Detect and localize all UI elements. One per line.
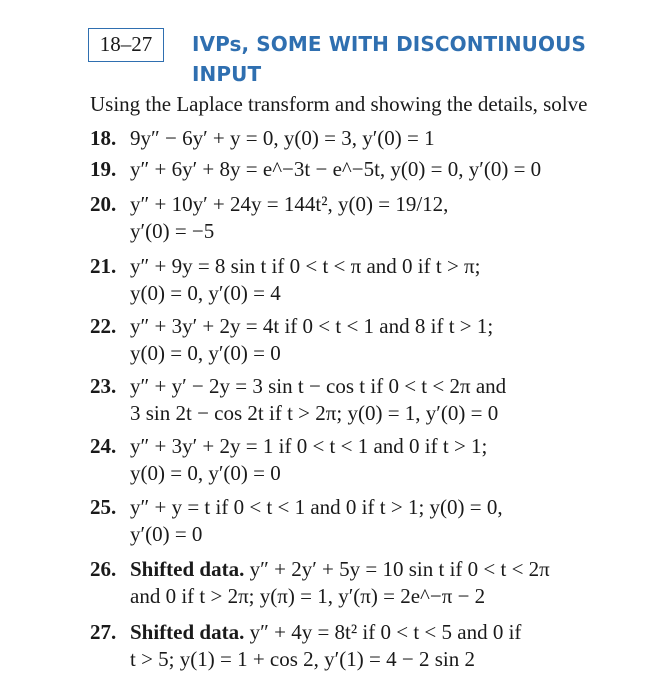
problem-26: [90, 556, 638, 610]
problem-number: 27.: [90, 620, 117, 644]
problem-text: y″ + 9y = 8 sin t if 0 < t < π and 0 if t > π;: [130, 254, 481, 278]
problem-label: Shifted data.: [130, 557, 245, 581]
problem-number: 22.: [90, 314, 117, 338]
problem-27: [90, 619, 638, 673]
problem-text-continued: y(0) = 0, y′(0) = 0: [130, 341, 281, 365]
problem-text: y″ + 3y′ + 2y = 1 if 0 < t < 1 and 0 if t > 1;: [130, 434, 488, 458]
problem-number: 26.: [90, 557, 117, 581]
section-heading: [192, 29, 612, 89]
problem-number: 18.: [90, 126, 117, 150]
problem-24: [90, 433, 638, 487]
problem-number: 19.: [90, 157, 117, 181]
problem-text: 9y″ − 6y′ + y = 0, y(0) = 3, y′(0) = 1: [130, 126, 435, 150]
problem-23: [90, 373, 638, 427]
problem-text: y″ + y = t if 0 < t < 1 and 0 if t > 1; y(0) = 0,: [130, 495, 503, 519]
problem-19: [90, 156, 638, 183]
problem-text: y″ + 10y′ + 24y = 144t², y(0) = 19/12,: [130, 192, 449, 216]
problem-number: 25.: [90, 495, 117, 519]
problem-text-continued: y′(0) = −5: [130, 219, 215, 243]
problem-20: [90, 191, 638, 245]
problem-text: y″ + 3y′ + 2y = 4t if 0 < t < 1 and 8 if t > 1;: [130, 314, 494, 338]
problem-number: 24.: [90, 434, 117, 458]
problem-text-continued: t > 5; y(1) = 1 + cos 2, y′(1) = 4 − 2 sin 2: [130, 647, 475, 671]
problem-text: y″ + 4y = 8t² if 0 < t < 5 and 0 if: [249, 620, 522, 644]
problem-21: [90, 253, 638, 307]
problem-25: [90, 494, 638, 548]
problem-number: 20.: [90, 192, 117, 216]
problem-text: y″ + 2y′ + 5y = 10 sin t if 0 < t < 2π: [249, 557, 550, 581]
problem-number: 23.: [90, 374, 117, 398]
heading-line-1: IVPs, SOME WITH DISCONTINUOUS: [192, 32, 586, 56]
problem-label: Shifted data.: [130, 620, 245, 644]
problem-number: 21.: [90, 254, 117, 278]
problem-text-continued: 3 sin 2t − cos 2t if t > 2π; y(0) = 1, y′(0) = 0: [130, 401, 499, 425]
problem-text-continued: y(0) = 0, y′(0) = 4: [130, 281, 281, 305]
problem-text-continued: and 0 if t > 2π; y(π) = 1, y′(π) = 2e^−π − 2: [130, 584, 486, 608]
problem-text-continued: y(0) = 0, y′(0) = 0: [130, 461, 281, 485]
problem-text: y″ + 6y′ + 8y = e^−3t − e^−5t, y(0) = 0, y′(0) = 0: [130, 157, 542, 181]
intro-text: Using the Laplace transform and showing the details, solve: [90, 92, 588, 116]
problem-range-box: 18–27: [88, 28, 164, 62]
problem-text-continued: y′(0) = 0: [130, 522, 203, 546]
problem-text: y″ + y′ − 2y = 3 sin t − cos t if 0 < t < 2π and: [130, 374, 507, 398]
problem-18: [90, 125, 638, 152]
section-header: [88, 26, 628, 86]
problem-22: [90, 313, 638, 367]
heading-line-2: INPUT: [192, 62, 262, 86]
